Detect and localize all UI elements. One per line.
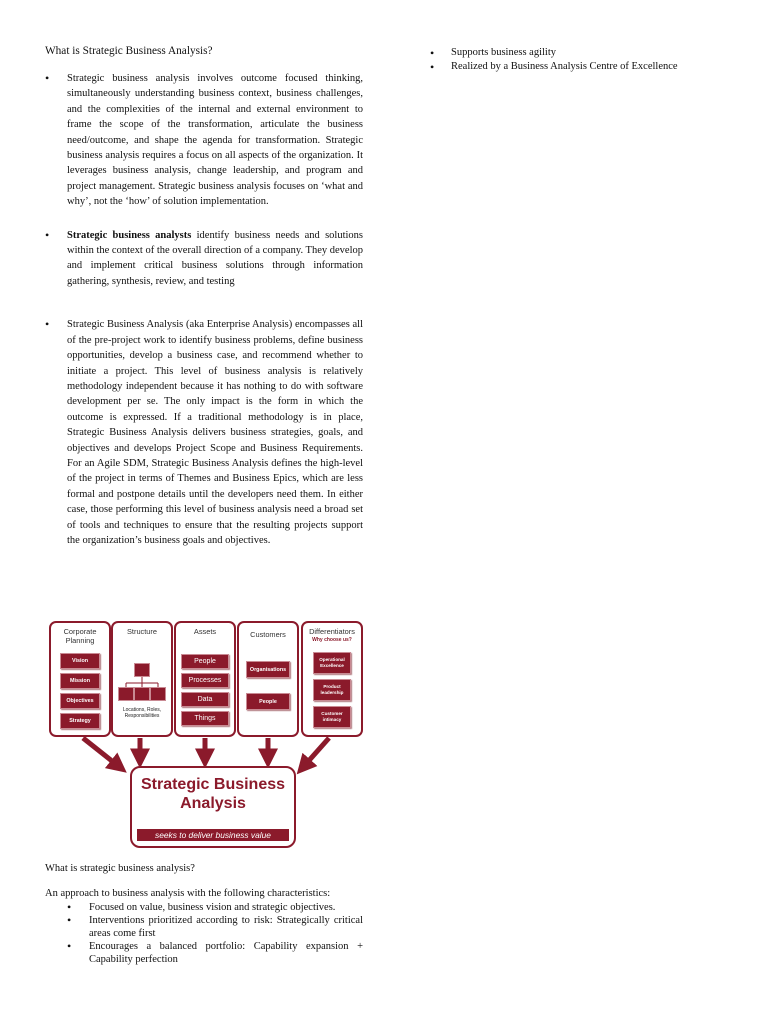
section-heading: What is Strategic Business Analysis? xyxy=(45,45,213,57)
card-title: Structure xyxy=(127,627,157,636)
right-bullet-2 xyxy=(430,60,750,74)
chip-people: People xyxy=(181,654,229,669)
bullet-dot: • xyxy=(67,913,72,927)
bullet-dot: • xyxy=(430,60,435,74)
sub-bullet-2 xyxy=(45,914,363,940)
structure-caption: Locations, Roles, Responsibilities xyxy=(122,707,162,719)
chip-strategy: Strategy xyxy=(60,713,100,729)
right-bullet-text: Realized by a Business Analysis Centre of Excellence xyxy=(451,61,678,72)
sub-bullet-1 xyxy=(45,901,363,914)
card-title: Customers xyxy=(250,630,286,639)
chip-mission: Mission xyxy=(60,673,100,689)
bullet-bold-term: Strategic business analysts xyxy=(67,229,192,241)
left-column xyxy=(45,44,363,565)
card-title: Differentiators xyxy=(309,627,355,636)
bullet-dot: • xyxy=(67,939,72,953)
right-bullet-1 xyxy=(430,46,750,60)
bottom-section xyxy=(45,862,363,966)
right-bullet-text: Supports business agility xyxy=(451,47,557,58)
chip-organisations: Organisations xyxy=(246,661,290,678)
bullet-text: Strategic business analysis involves outcome focused thinking, simultaneously understanding business context, business challenges, and the complexities of the internal and external environment to frame the scope of the transformation, articulate the business need/outcome, and shape the agenda for transformation. Strategic business analysis requires a focus on all aspects of the organization. It leverages business analysis, change leadership, and program and project management. Strategic business analysis focuses on ‘what and why’, not the ‘how’ of solution implementation. xyxy=(67,73,363,208)
chip-people: People xyxy=(246,693,290,710)
bullet-dot: • xyxy=(67,900,72,914)
bullet-dot: • xyxy=(45,71,50,85)
chip-things: Things xyxy=(181,711,229,726)
bullet-paragraph-1 xyxy=(45,71,363,210)
card-subtitle: Why choose us? xyxy=(312,636,352,643)
arrow-down-left-icon xyxy=(305,738,329,765)
sub-bullet-text: Focused on value, business vision and strategic objectives. xyxy=(89,902,336,913)
chip-vision: Vision xyxy=(60,653,100,669)
card-title: Assets xyxy=(193,627,217,636)
result-box xyxy=(130,766,296,848)
chip-customer-intimacy: Customer intimacy xyxy=(313,706,351,728)
arrow-down-right-icon xyxy=(83,738,117,765)
bullet-dot: • xyxy=(45,317,50,332)
bullet-dot: • xyxy=(45,227,50,242)
chip-processes: Processes xyxy=(181,673,229,688)
sub-bullet-text: Interventions prioritized according to risk: Strategically critical areas come first xyxy=(89,915,363,939)
chip-objectives: Objectives xyxy=(60,693,100,709)
chip-operational-excellence: Operational Excellence xyxy=(313,652,351,674)
bottom-question: What is strategic business analysis? xyxy=(45,863,195,874)
sub-bullet-text: Encourages a balanced portfolio: Capability expansion + Capability perfection xyxy=(89,941,363,965)
right-column xyxy=(430,46,750,74)
chip-data: Data xyxy=(181,692,229,707)
card-title: Corporate Planning xyxy=(63,627,97,645)
bullet-paragraph-3 xyxy=(45,317,363,548)
bullet-text: identify business needs and solutions within the context of the overall direction of a company. They develop and implement critical business solutions through information gathering, synthesis, review, and testing xyxy=(67,229,363,287)
bullet-dot: • xyxy=(430,46,435,60)
bottom-lead: An approach to business analysis with the following characteristics: xyxy=(45,888,331,899)
strategic-ba-diagram xyxy=(45,617,365,849)
result-subtitle: seeks to deliver business value xyxy=(137,829,289,841)
result-title: Strategic Business Analysis xyxy=(140,776,286,812)
chip-product-leadership: Product leadership xyxy=(313,679,351,701)
bullet-text: Strategic Business Analysis (aka Enterprise Analysis) encompasses all of the pre-project work to identify business problems, define business opportunities, develop a business case, and recommend whether to initiate a project. This level of business analysis is relatively methodology independent because it has nothing to do with software development per se. The only impact is the form in which the outcome is expressed. If a traditional methodology is in place, Strategic Business Analysis delivers business strategies, goals, and objectives and develops Project Scope and Business Requirements. For an Agile SDM, Strategic Business Analysis defines the high-level of the project in terms of Themes and Business Epics, which are less formal and postpone details until the developers need them. In either case, those performing this level of business analysis need a broad set of tools and techniques to ensure that the resulting projects support the organization’s business goals and objectives. xyxy=(67,319,363,546)
sub-bullet-3 xyxy=(45,940,363,966)
bullet-paragraph-2 xyxy=(45,228,363,290)
